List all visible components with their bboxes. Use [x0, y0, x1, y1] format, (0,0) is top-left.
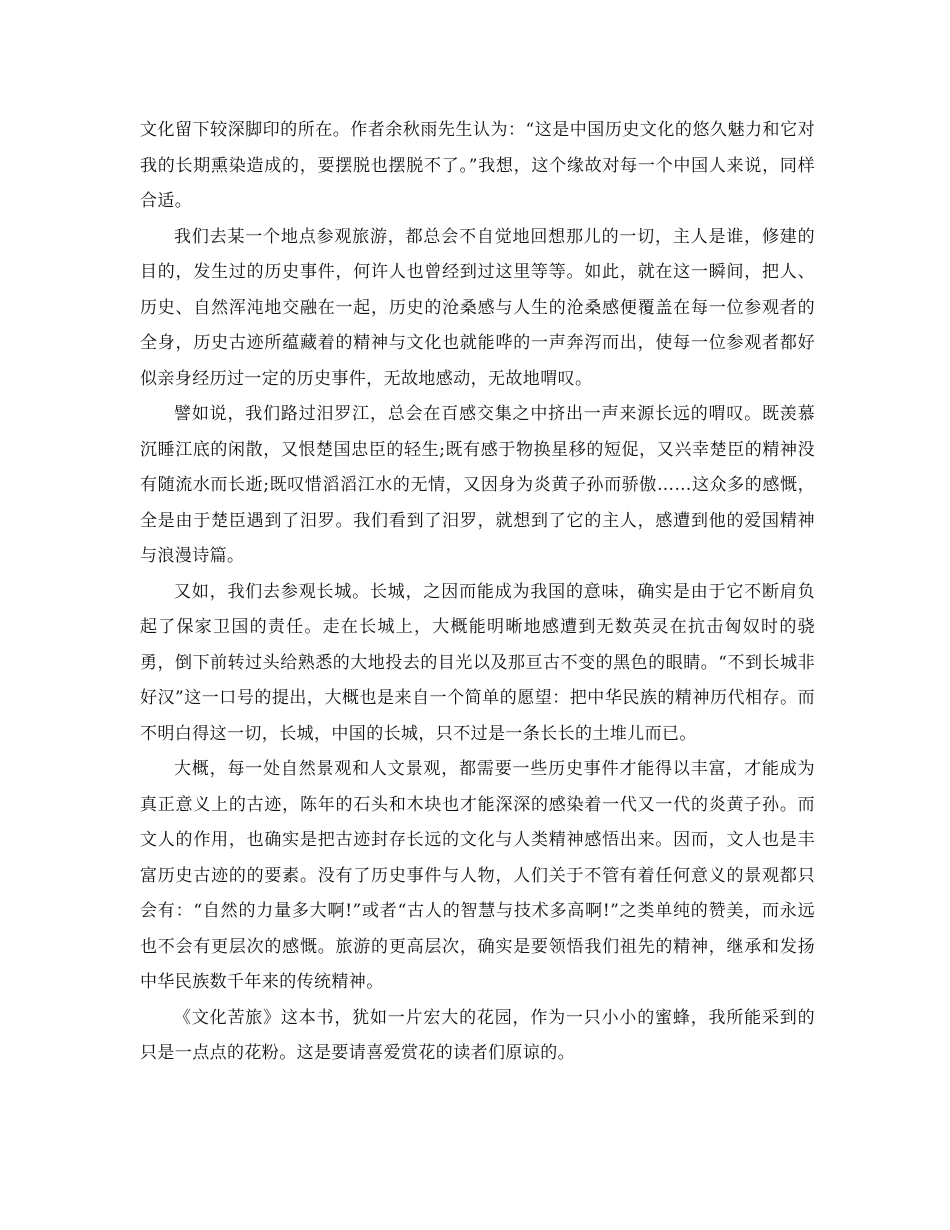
- paragraph-great-wall: 又如，我们去参观长城。长城，之因而能成为我国的意味，确实是由于它不断肩负起了保家卫国的责任。走在长城上，大概能明晰地感遭到无数英灵在抗击匈奴时的骁勇，倒下前转过头给熟悉的大地投去的目光以及那亘古不变的黑色的眼睛。“不到长城非好汉”这一口号的提出，大概也是来自一个简单的愿望：把中华民族的精神历代相存。而不明白得这一切，长城，中国的长城，只不过是一条长长的土堆儿而已。: [140, 581, 815, 744]
- paragraph-miluo-river: 譬如说，我们路过汨罗江，总会在百感交集之中挤出一声来源长远的喟叹。既羡慕沉睡江底的闲散，又恨楚国忠臣的轻生;既有感于物换星移的短促，又兴幸楚臣的精神没有随流水而长逝;既叹惜滔滔江水的无情，又因身为炎黄子孙而骄傲……这众多的感慨，全是由于楚臣遇到了汨罗。我们看到了汨罗，就想到了它的主人，感遭到他的爱国精神与浪漫诗篇。: [140, 404, 815, 566]
- paragraph-landscapes: 大概，每一处自然景观和人文景观，都需要一些历史事件才能得以丰富，才能成为真正意义上的古迹，陈年的石头和木块也才能深深的感染着一代又一代的炎黄子孙。而文人的作用，也确实是把古迹封存长远的文化与人类精神感悟出来。因而，文人也是丰富历史古迹的的要素。没有了历史事件与人物，人们关于不管有着任何意义的景观都只会有：“自然的力量多大啊!”或者“古人的智慧与技术多高啊!”之类单纯的赞美，而永远也不会有更层次的感慨。旅游的更高层次，确实是要领悟我们祖先的精神，继承和发扬中华民族数千年来的传统精神。: [140, 759, 815, 992]
- paragraph-continuation: 文化留下较深脚印的所在。作者余秋雨先生认为：“这是中国历史文化的悠久魅力和它对我的长期熏染造成的，要摆脱也摆脱不了。”我想，这个缘故对每一个中国人来说，同样合适。: [140, 120, 815, 211]
- document-body: [140, 113, 815, 1072]
- paragraph-conclusion: 《文化苦旅》这本书，犹如一片宏大的花园，作为一只小小的蜜蜂，我所能采到的只是一点点的花粉。这是要请喜爱赏花的读者们原谅的。: [140, 1007, 815, 1063]
- paragraph-sightseeing: 我们去某一个地点参观旅游，都总会不自觉地回想那儿的一切，主人是谁，修建的目的，发生过的历史事件，何许人也曾经到过这里等等。如此，就在这一瞬间，把人、历史、自然浑沌地交融在一起，历史的沧桑感与人生的沧桑感便覆盖在每一位参观者的全身，历史古迹所蕴藏着的精神与文化也就能哗的一声奔泻而出，使每一位参观者都好似亲身经历过一定的历史事件，无故地感动，无故地喟叹。: [140, 226, 815, 389]
